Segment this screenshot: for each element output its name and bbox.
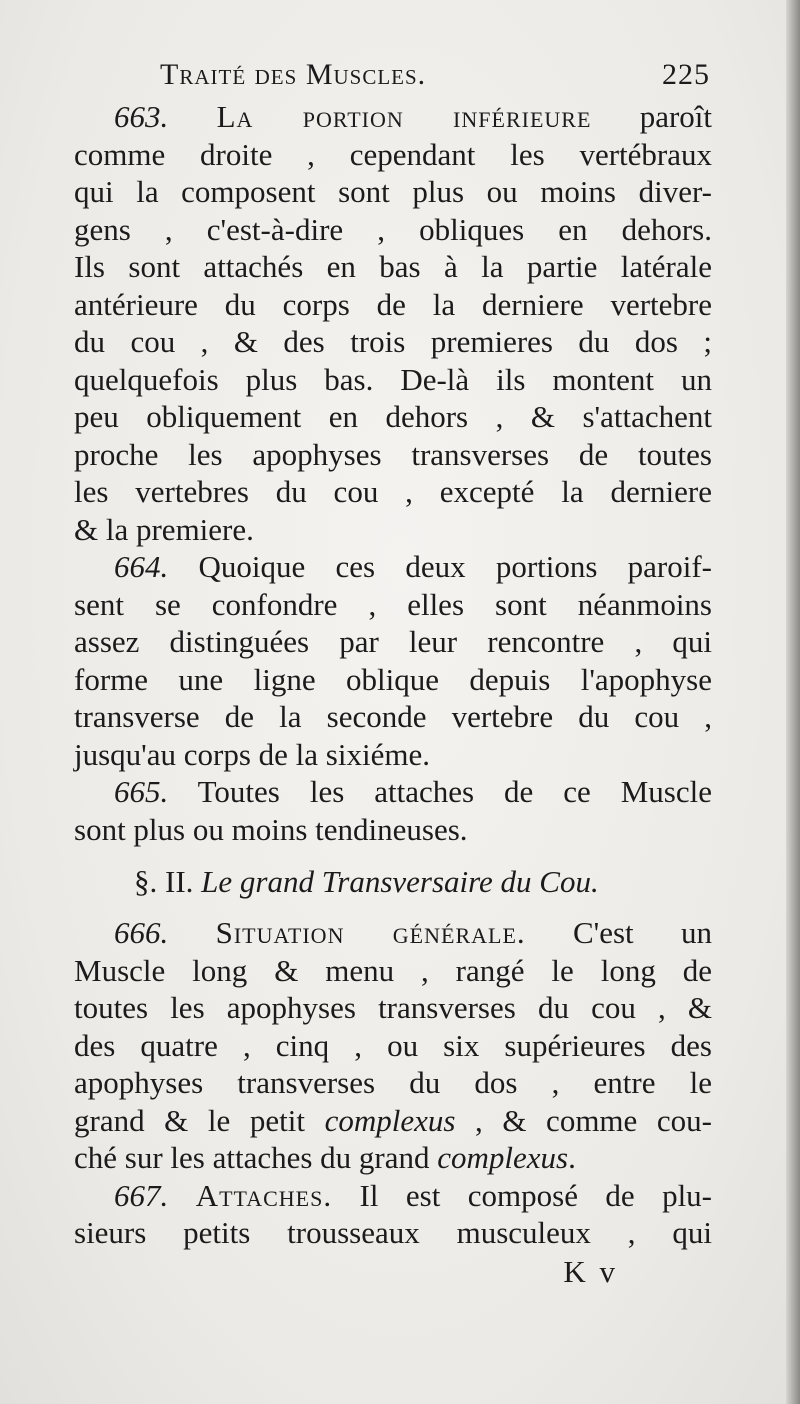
section-heading [74,852,712,912]
paragraph-number: 667. [114,1177,169,1213]
text-line: gens , c'est-à-dire , obliques en dehors. [74,211,712,247]
line-rest: Il est composé de plu- [359,1177,713,1213]
text-line: & la premiere. [74,511,254,547]
paragraph-666 [74,914,712,1177]
text-line: transverse de la seconde vertebre du cou , [74,699,712,734]
text-line [74,98,712,136]
line-part: ché sur les attaches du grand [74,1140,438,1175]
line-rest: C'est un [572,915,712,950]
text-line: toutes les apophyses transverses du cou , & [74,990,712,1025]
text-line: proche les apophyses transverses de toutes [74,436,712,472]
text-line: forme une ligne oblique depuis l'apophyse [74,661,712,697]
text-line [74,548,712,586]
section-title: Le grand Transversaire du Cou. [201,864,599,899]
paragraph-663 [74,98,712,548]
text-line: Ils sont attachés en bas à la partie latérale [74,249,712,284]
paragraph-lead: Attaches. [195,1177,333,1213]
page-edge-shadow [786,0,800,1404]
line-rest: Quoique ces deux portions paroif- [198,549,713,584]
text-line [74,1139,712,1177]
text-line: apophyses transverses du dos , entre le [74,1065,712,1100]
paragraph-number: 666. [114,915,169,950]
text-line: quelquefois plus bas. De-là ils montent un [74,361,712,397]
running-header [74,52,712,98]
text-line [74,1177,712,1215]
text-line: sieurs petits trousseaux musculeux , qui [74,1215,712,1250]
text-line: sent se confondre , elles sont néanmoins [74,586,712,622]
paragraph-lead: La portion inférieure [216,99,592,134]
text-line [74,914,712,952]
running-title: Traité des Muscles. [160,58,427,91]
text-line: jusqu'au corps de la sixiéme. [74,736,430,772]
latin-term: complexus [437,1140,569,1175]
line-rest: paroît [639,99,713,134]
catchword: K v [563,1253,618,1289]
paragraph-lead: Situation générale. [215,915,526,950]
line-rest: Toutes les attaches de ce Muscle [197,774,712,809]
text-line [74,1102,712,1140]
paragraph-number: 664. [114,549,169,584]
text-line [74,773,712,811]
text-line: sont plus ou moins tendineuses. [74,811,468,847]
text-line: les vertebres du cou , excepté la derniere [74,474,712,509]
paragraph-667 [74,1177,712,1252]
section-mark: §. II. [134,864,194,899]
page-number: 225 [662,58,710,91]
paragraph-number: 663. [114,99,169,134]
paragraph-665 [74,773,712,848]
text-line: Muscle long & menu , rangé le long de [74,952,712,988]
line-part: , & comme cou- [455,1102,712,1138]
paragraph-number: 665. [114,774,169,809]
latin-term: complexus [324,1102,456,1138]
text-line: qui la composent sont plus ou moins diver- [74,174,712,209]
text-line: des quatre , cinq , ou six supérieures des [74,1027,712,1063]
text-line: antérieure du corps de la derniere vertebre [74,286,712,322]
line-part: grand & le petit [74,1102,325,1138]
page-text [74,52,712,1292]
line-part: . [568,1140,576,1175]
text-line: assez distinguées par leur rencontre , qui [74,624,712,659]
text-line: peu obliquement en dehors , & s'attachent [74,399,712,434]
text-line: du cou , & des trois premieres du dos ; [74,324,712,359]
text-line: comme droite , cependant les vertébraux [74,136,712,172]
paragraph-664 [74,548,712,773]
